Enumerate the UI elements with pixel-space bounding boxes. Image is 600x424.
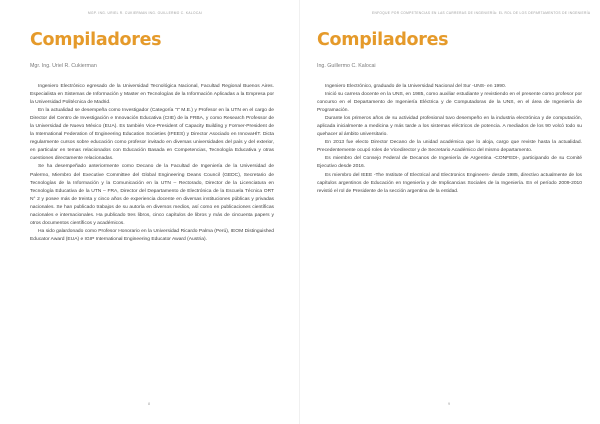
biography-paragraph: Se ha desempeñado anteriormente como Decano de la Facultad de Ingeniería de la Universidad de Palermo, Miembro del Executive Committee del Global Engineering Deans Council (GEDC), Secretario de Tecnologías de la Información y la Comunicación en la UTN – Rectorado, Director de la Licenciatura en Tecnología Educativa de la UTN – FRA, Director del Departamento de Electrónica de la Escuela Técnica ORT N° 2 y posee más de treinta y cinco años de experiencia docente en diversas instituciones públicas y privadas nacionales. Se han publicado trabajos de su autoría en diversos medios, así como en publicaciones científicas nacionales e internacionales. Ha publicado tres libros, cinco capítulos de libros y más de cincuenta papers y otros documentos científicos y académicos.	[30, 164, 274, 226]
biography-paragraph: Durante los primeros años de su actividad profesional tuvo desempeño en la industria electrónica y de computación, aplicada inicialmente a medicina y más tarde a los sistemas eléctricos de potencia. A mediados de los 90 volcó todo su quehacer al ámbito universitario.	[317, 116, 582, 138]
biography-paragraph: Ingeniero Electrónico, graduado de la Universidad Nacional del Sur -UNS- en 1990.	[325, 84, 507, 89]
biography-paragraph: Es miembro del Consejo Federal de Decanos de Ingeniería de Argentina -CONFEDI-, participando de su Comité Ejecutivo desde 2016.	[317, 156, 582, 170]
biography-paragraph: En la actualidad se desempeña como Investigador (Categoría "I" M.E.) y Profesor en la UTN en el cargo de Director del Centro de Investigación e Innovación Educativa (CIIE) de la FRBA, y como Research Professor de la Universidad de Nuevo México (EUA). Es también Vice-President of Capacity Building y Former-President de la International Federation of Engineering Education Societies (IFEES) y Director Asociado en InnovaHlT. Dicta regularmente cursos sobre educación como profesor invitado en diversas universidades del país y del exterior, en particular en temas relacionados con Educación Basada en Competencias, Tecnología Educativa y otras cuestiones directamente relacionadas.	[30, 108, 274, 162]
page-title: Compiladores	[317, 30, 449, 50]
page-number: 9	[448, 402, 450, 406]
page-number: 8	[148, 402, 150, 406]
running-header: ENFOQUE POR COMPETENCIAS EN LAS CARRERAS DE INGENIERÍA: EL ROL DE LOS DEPARTAMENTOS DE INGENIERÍA	[372, 11, 591, 15]
biography-paragraph: Es miembro del IEEE -The Institute of Electrical and Electronics Engineers- desde 1985, directivo actualmente de los capítulos argentinos de Educación en Ingeniería y de Implicancias Sociales de la Ingeniería. En el período 2009-2010 revistió el rol de Presidente de la sección argentina de la entidad.	[317, 172, 582, 194]
author-name: Ing. Guillermo C. Kalocai	[317, 63, 376, 69]
running-header: MGP. ING. URIEL R. CUKIERMAN ING. GUILLERMO C. KALOCAI	[88, 11, 203, 15]
biography-body	[30, 83, 274, 244]
page-title: Compiladores	[30, 30, 162, 50]
biography-paragraph: Inició su carrera docente en la UNS, en 1985, como auxiliar estudiante y revistiendo en el presente como profesor por concurso en el Departamento de Ingeniería Eléctrica y de Computadoras de la UNS, en el área de Ingeniería de Programación.	[317, 92, 582, 114]
right-page	[300, 0, 600, 424]
biography-paragraph: Ha sido galardonado como Profesor Honorario en la Universidad Ricardo Palma (Perú), IEOM Distinguished Educator Award (EUA) e IGIP International Engineering Educator Award (Austria).	[30, 228, 274, 242]
biography-body	[317, 83, 582, 196]
biography-paragraph: Ingeniero Electrónico egresado de la Universidad Tecnológica Nacional, Facultad Regional Buenos Aires. Especialista en Sistemas de Información y Master en Tecnologías de la Información Aplicadas a la Empresa por la Universidad Politécnica de Madrid.	[30, 84, 274, 106]
biography-paragraph: En 2013 fue electo Director Decano de la unidad académica que lo aloja, cargo que reviste hasta la actualidad. Precedentemente ocupó roles de Vicedirector y de Secretario Académico del mismo departamento.	[317, 140, 582, 154]
author-name: Mgr. Ing. Uriel R. Cukierman	[30, 63, 97, 69]
